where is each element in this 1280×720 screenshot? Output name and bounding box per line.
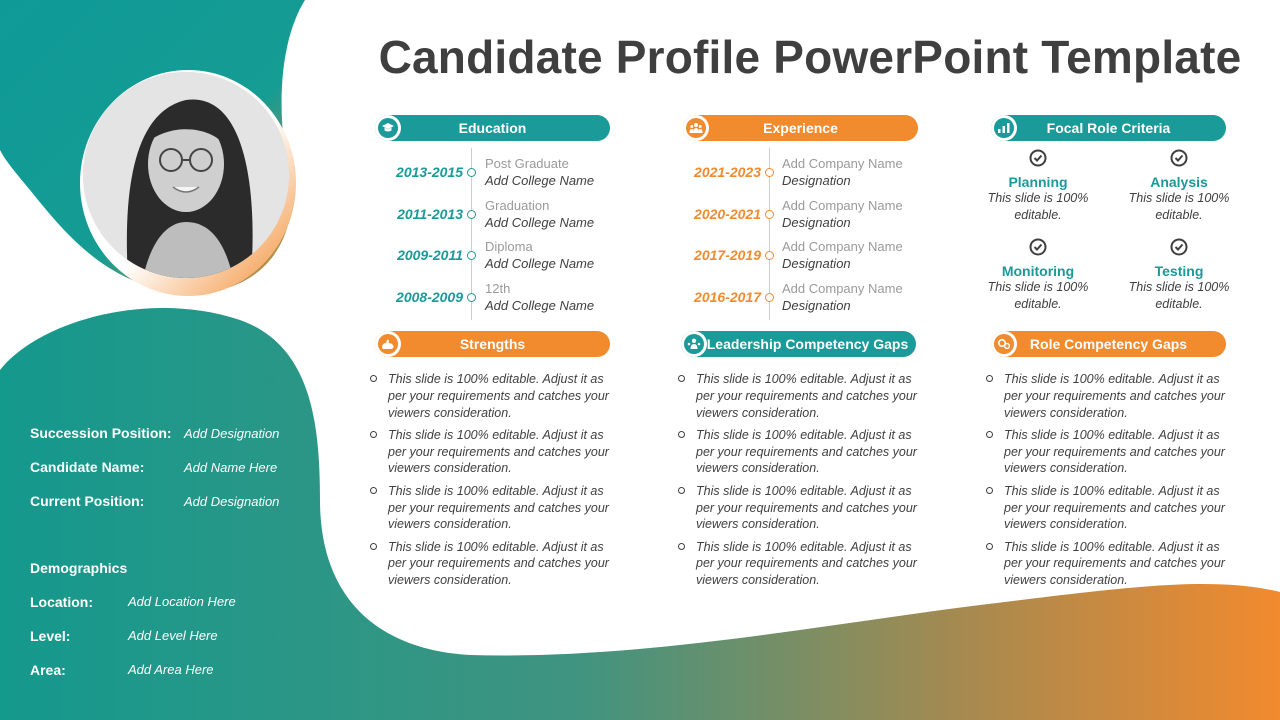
candidate-name-label: Candidate Name: — [30, 459, 145, 475]
candidate-name-value: Add Name Here — [184, 460, 278, 475]
experience-sub-3: Designation — [782, 256, 851, 271]
education-header — [375, 115, 610, 141]
criteria-text-line1: This slide is 100% — [987, 280, 1089, 294]
leadership-header-label: Leadership Competency Gaps — [706, 336, 909, 352]
flexed-arm-icon — [375, 331, 401, 357]
criteria-text-line2: editable. — [1014, 297, 1062, 311]
check-circle-icon — [1170, 238, 1188, 256]
education-header-label: Education — [458, 120, 527, 136]
list-item: This slide is 100% editable. Adjust it as per your requirements and catches your viewers consideration. — [986, 539, 1226, 589]
team-icon — [683, 115, 709, 141]
list-item: This slide is 100% editable. Adjust it as per your requirements and catches your viewers consideration. — [370, 539, 610, 589]
experience-title-4: Add Company Name — [782, 281, 903, 296]
education-sub-3: Add College Name — [485, 256, 595, 271]
experience-sub-2: Designation — [782, 215, 851, 230]
list-item: This slide is 100% editable. Adjust it as per your requirements and catches your viewers consideration. — [678, 427, 918, 477]
strengths-list — [370, 371, 610, 595]
person-portrait-icon — [83, 72, 289, 278]
timeline-dot — [765, 168, 774, 177]
succession-position-label: Succession Position: — [30, 425, 172, 441]
location-value: Add Location Here — [128, 594, 236, 609]
list-item: This slide is 100% editable. Adjust it as per your requirements and catches your viewers consideration. — [986, 483, 1226, 533]
timeline-dot — [765, 251, 774, 260]
education-year-4: 2008-2009 — [396, 289, 463, 305]
page-title: Candidate Profile PowerPoint Template — [378, 31, 1242, 83]
timeline-dot — [467, 210, 476, 219]
list-item: This slide is 100% editable. Adjust it as per your requirements and catches your viewers consideration. — [370, 427, 610, 477]
criteria-title: Testing — [1154, 263, 1204, 279]
experience-sub-1: Designation — [782, 173, 851, 188]
experience-sub-4: Designation — [782, 298, 851, 313]
leader-icon — [681, 331, 707, 357]
criteria-monitoring — [973, 238, 1103, 313]
education-title-2: Graduation — [485, 198, 550, 213]
experience-title-1: Add Company Name — [782, 156, 903, 171]
check-circle-icon — [1170, 149, 1188, 167]
education-title-3: Diploma — [485, 239, 533, 254]
criteria-testing — [1114, 238, 1244, 313]
timeline-dot — [467, 293, 476, 302]
leadership-list — [678, 371, 918, 595]
role-competency-gaps-list — [986, 371, 1226, 595]
education-year-2: 2011-2013 — [397, 206, 463, 222]
criteria-text-line2: editable. — [1155, 297, 1203, 311]
location-label: Location: — [30, 594, 93, 610]
current-position-value: Add Designation — [184, 494, 280, 509]
list-item: This slide is 100% editable. Adjust it as per your requirements and catches your viewers consideration. — [986, 427, 1226, 477]
experience-header-label: Experience — [763, 120, 838, 136]
list-item: This slide is 100% editable. Adjust it as per your requirements and catches your viewers consideration. — [370, 371, 610, 421]
list-item: This slide is 100% editable. Adjust it as per your requirements and catches your viewers consideration. — [678, 539, 918, 589]
succession-position-value: Add Designation — [184, 426, 280, 441]
experience-year-4: 2016-2017 — [694, 289, 761, 305]
list-item: This slide is 100% editable. Adjust it as per your requirements and catches your viewers consideration. — [370, 483, 610, 533]
level-value: Add Level Here — [128, 628, 218, 643]
timeline-dot — [467, 251, 476, 260]
focal-role-criteria-header-label: Focal Role Criteria — [1046, 120, 1171, 136]
candidate-photo — [83, 72, 289, 278]
timeline-dot — [467, 168, 476, 177]
list-item: This slide is 100% editable. Adjust it as per your requirements and catches your viewers consideration. — [678, 371, 918, 421]
area-value: Add Area Here — [128, 662, 214, 677]
role-competency-gaps-header-label: Role Competency Gaps — [1029, 336, 1188, 352]
criteria-text-line2: editable. — [1014, 208, 1062, 222]
education-sub-2: Add College Name — [485, 215, 595, 230]
education-sub-4: Add College Name — [485, 298, 595, 313]
criteria-title: Planning — [1008, 174, 1068, 190]
experience-year-3: 2017-2019 — [694, 247, 761, 263]
list-item: This slide is 100% editable. Adjust it as per your requirements and catches your viewers consideration. — [986, 371, 1226, 421]
experience-year-1: 2021-2023 — [694, 164, 761, 180]
criteria-title: Analysis — [1150, 174, 1208, 190]
education-title-1: Post Graduate — [485, 156, 569, 171]
leadership-header — [681, 331, 916, 357]
graduation-cap-icon — [375, 115, 401, 141]
gears-icon — [991, 331, 1017, 357]
experience-title-3: Add Company Name — [782, 239, 903, 254]
criteria-analysis — [1114, 149, 1244, 224]
check-circle-icon — [1029, 238, 1047, 256]
strengths-header-label: Strengths — [459, 336, 526, 352]
education-title-4: 12th — [485, 281, 511, 296]
strengths-header — [375, 331, 610, 357]
bar-chart-icon — [991, 115, 1017, 141]
timeline-dot — [765, 210, 774, 219]
current-position-label: Current Position: — [30, 493, 145, 509]
level-label: Level: — [30, 628, 71, 644]
area-label: Area: — [30, 662, 66, 678]
check-circle-icon — [1029, 149, 1047, 167]
education-year-1: 2013-2015 — [396, 164, 463, 180]
experience-year-2: 2020-2021 — [694, 206, 761, 222]
criteria-text-line1: This slide is 100% — [987, 191, 1089, 205]
criteria-title: Monitoring — [1001, 263, 1075, 279]
criteria-text-line1: This slide is 100% — [1128, 191, 1230, 205]
role-competency-gaps-header — [991, 331, 1226, 357]
criteria-planning — [973, 149, 1103, 224]
experience-title-2: Add Company Name — [782, 198, 903, 213]
demographics-heading: Demographics — [30, 560, 128, 576]
list-item: This slide is 100% editable. Adjust it as per your requirements and catches your viewers consideration. — [678, 483, 918, 533]
education-sub-1: Add College Name — [485, 173, 595, 188]
criteria-text-line1: This slide is 100% — [1128, 280, 1230, 294]
criteria-text-line2: editable. — [1155, 208, 1203, 222]
experience-header — [683, 115, 918, 141]
education-year-3: 2009-2011 — [397, 247, 463, 263]
timeline-dot — [765, 293, 774, 302]
focal-role-criteria-header — [991, 115, 1226, 141]
